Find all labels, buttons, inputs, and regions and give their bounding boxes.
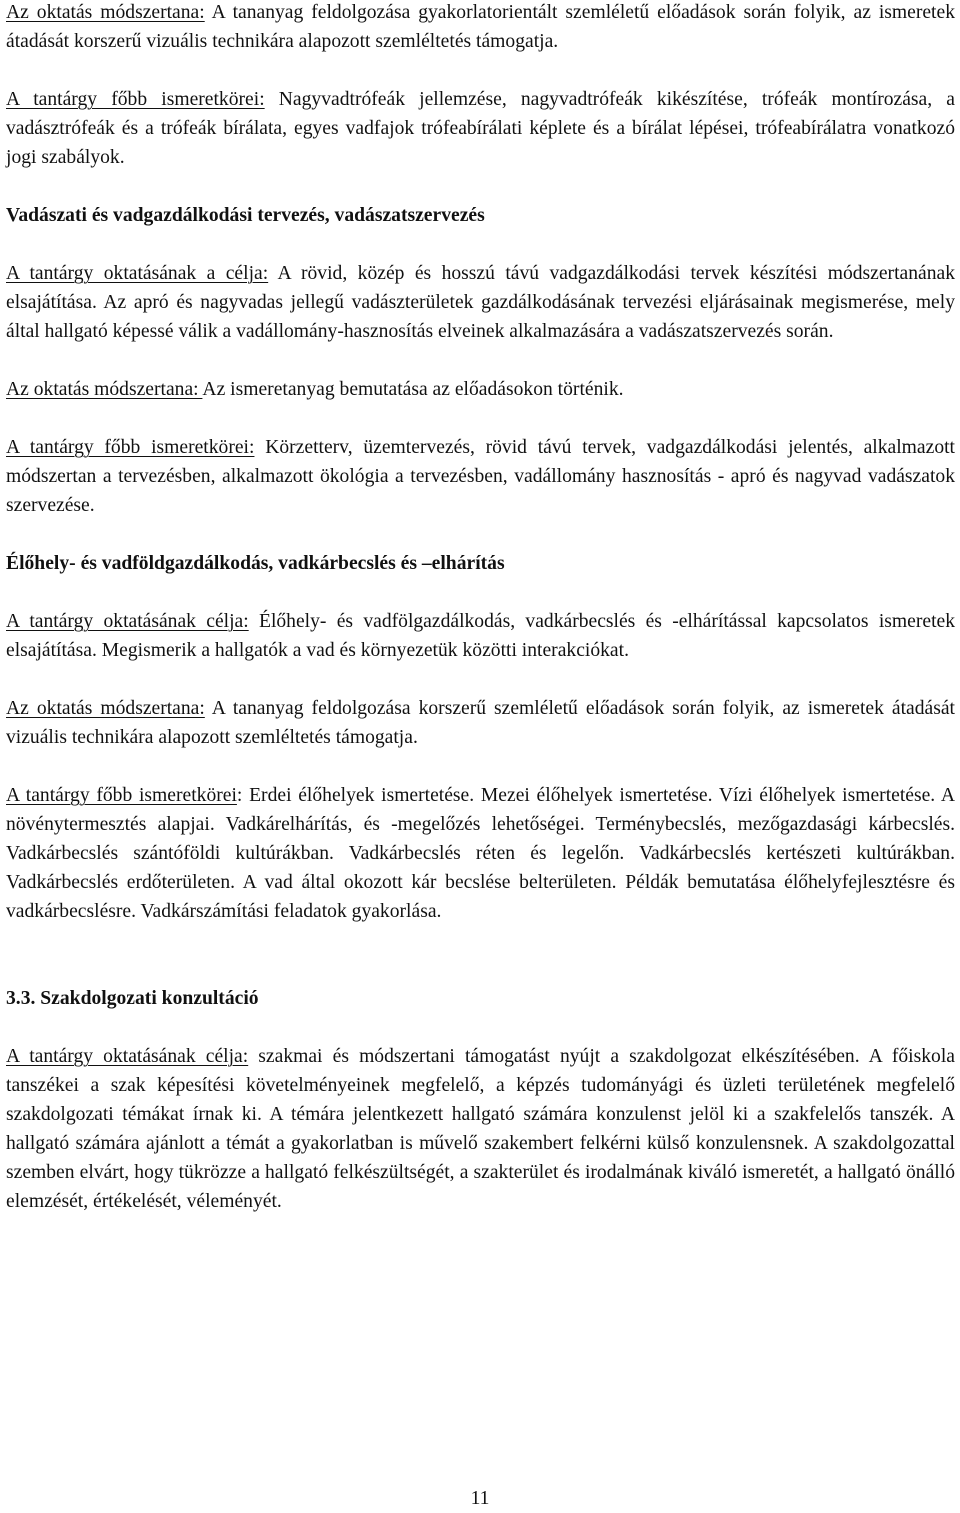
sec3-heading: Élőhely- és vadföldgazdálkodás, vadkárbecslés és –elhárítás (6, 553, 505, 574)
document-page (6, 0, 955, 1216)
sec2-topics-paragraph (6, 433, 955, 520)
sec3-topics-label: A tantárgy főbb ismeretkörei (6, 785, 237, 806)
sec3-goal-text: Élőhely- és vadfölgazdálkodás, vadkárbecslés és -elhárítással kapcsolatos ismeretek elsajátítása. Megismerik a hallgatók a vad és környezetük közötti interakciókat. (6, 611, 956, 661)
sec1-topics-paragraph (6, 85, 955, 172)
sec2-method-label: Az oktatás módszertana: (6, 379, 203, 400)
sec2-goal-label: A tantárgy oktatásának a célja: (6, 263, 269, 284)
sec3-goal-paragraph (6, 607, 955, 665)
page-number: 11 (470, 1488, 490, 1509)
sec3-topics-paragraph (6, 781, 955, 926)
sec1-topics-label: A tantárgy főbb ismeretkörei: (6, 89, 265, 110)
sec3-goal-label: A tantárgy oktatásának célja: (6, 611, 249, 632)
sec2-goal-text: A rövid, közép és hosszú távú vadgazdálkodási tervek készítési módszertanának elsajátítása. Az apró és nagyvadas jellegű vadászterületek gazdálkodásának tervezési eljárásainak megismerése, mely által hallgató képessé válik a vadállomány-hasznosítás elveinek alkalmazására a vadászatszervezés során. (6, 263, 956, 342)
sec1-method-label: Az oktatás módszertana: (6, 2, 205, 23)
sec1-method-text: A tananyag feldolgozása gyakorlatorientált szemléletű előadások során folyik, az ismeretek átadását korszerű vizuális technikára alapozott szemléltetés támogatja. (6, 2, 955, 52)
sec2-topics-label: A tantárgy főbb ismeretkörei: (6, 437, 255, 458)
sec4-goal-paragraph (6, 1042, 955, 1216)
sec3-method-text: A tananyag feldolgozása korszerű szemléletű előadások során folyik, az ismeretek átadását vizuális technikára alapozott szemléltetés támogatja. (6, 698, 956, 748)
sec2-heading: Vadászati és vadgazdálkodási tervezés, vadászatszervezés (6, 205, 485, 226)
sec2-method-paragraph (6, 375, 955, 404)
sec4-goal-text: szakmai és módszertani támogatást nyújt a szakdolgozat elkészítésében. A főiskola tanszékei a szak képesítési követelményeinek megfelelő, a képzés tudományági és üzleti területének megfelelő szakdolgozati témákat írnak ki. A témára jelentkezett hallgató számára konzulenst jelöl ki a szakfelelős tanszék. A hallgató számára ajánlott a témát a gyakorlatban is művelő szakembert felkérni külső konzulensnek. A szakdolgozattal szemben elvárt, hogy tükrözze a hallgató felkészültségét, a szakterület és irodalmának kiváló ismeretét, a hallgató önálló elemzését, értékelését, véleményét. (6, 1046, 955, 1212)
sec3-method-label: Az oktatás módszertana: (6, 698, 205, 719)
sec2-goal-paragraph (6, 259, 955, 346)
sec4-goal-label: A tantárgy oktatásának célja: (6, 1046, 249, 1067)
sec3-method-paragraph (6, 694, 955, 752)
sec2-method-text: Az ismeretanyag bemutatása az előadásokon történik. (202, 379, 624, 400)
sec4-heading: 3.3. Szakdolgozati konzultáció (6, 988, 259, 1009)
sec2-topics-text: Körzetterv, üzemtervezés, rövid távú tervek, vadgazdálkodási jelentés, alkalmazott módszertan a tervezésben, alkalmazott ökológia a tervezésben, vadállomány hasznosítás - apró és nagyvad vadászatok szervezése. (6, 437, 955, 516)
sec3-topics-text: : Erdei élőhelyek ismertetése. Mezei élőhelyek ismertetése. Vízi élőhelyek ismertetése. A növénytermesztés alapjai. Vadkárelhárítás, és -megelőzés lehetőségei. Terménybecslés, mezőgazdasági kárbecslés. Vadkárbecslés szántóföldi kultúrákban. Vadkárbecslés réten és legelőn. Vadkárbecslés kertészeti kultúrákban. Vadkárbecslés erdőterületen. A vad által okozott kár becslése belterületen. Példák bemutatása élőhelyfejlesztésre és vadkárbecslésre. Vadkárszámítási feladatok gyakorlása. (6, 785, 955, 922)
sec1-method-paragraph (6, 0, 955, 56)
sec1-topics-text: Nagyvadtrófeák jellemzése, nagyvadtrófeák kikészítése, trófeák montírozása, a vadásztrófeák és a trófeák bírálata, egyes vadfajok trófeabírálati képlete és a bírálat lépései, trófeabírálatra vonatkozó jogi szabályok. (6, 89, 955, 168)
